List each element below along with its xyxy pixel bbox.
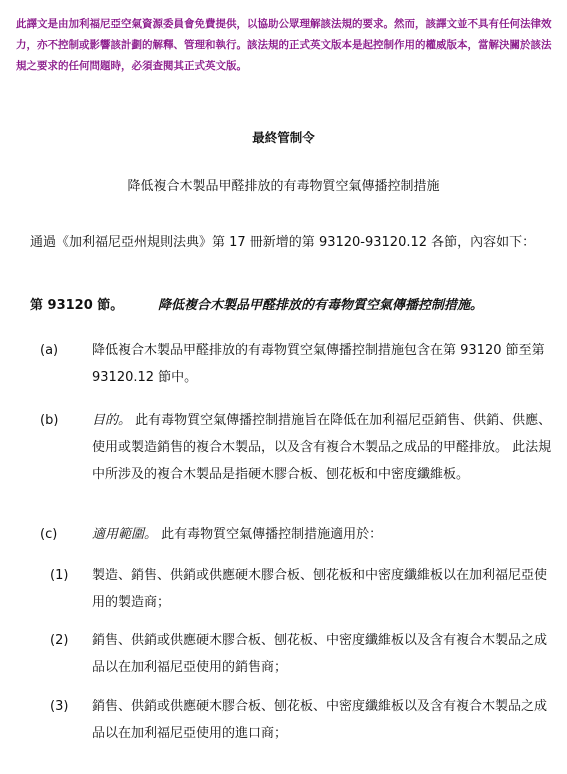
subclause-label: (2) bbox=[50, 633, 69, 648]
subclause-text: 銷售、供銷或供應硬木膠合板、刨花板、中密度纖維板以及含有複合木製品之成品以在加利福尼亞使用的銷售商； bbox=[92, 633, 548, 675]
subclause-text: 製造、銷售、供銷或供應硬木膠合板、刨花板和中密度纖維板以在加利福尼亞使用的製造商； bbox=[92, 568, 548, 610]
section-number: 第 93120 節。 bbox=[30, 298, 124, 313]
intro-paragraph: 通過《加利福尼亞州規則法典》第 17 冊新增的第 93120-93120.12 各節，內容如下： bbox=[30, 235, 536, 250]
clause-term: 目的。 bbox=[92, 413, 132, 428]
document-title: 最終管制令 bbox=[252, 130, 315, 145]
clause-body bbox=[92, 521, 552, 548]
clause-text: 此有毒物質空氣傳播控制措施旨在降低在加利福尼亞銷售、供銷、供應、使用或製造銷售的複合木製品，以及含有複合木製品之成品的甲醛排放。 此法規中所涉及的複合木製品是指硬木膠合板、刨花板和中密度纖維板。 bbox=[92, 413, 552, 482]
clause-label: (c) bbox=[40, 527, 58, 542]
section-name: 降低複合木製品甲醛排放的有毒物質空氣傳播控制措施。 bbox=[158, 298, 484, 313]
subclause-text: 銷售、供銷或供應硬木膠合板、刨花板、中密度纖維板以及含有複合木製品之成品以在加利福尼亞使用的進口商； bbox=[92, 699, 548, 741]
subclause-label: (1) bbox=[50, 568, 69, 583]
translation-disclaimer: 此譯文是由加利福尼亞空氣資源委員會免費提供，以協助公眾理解該法規的要求。然而，該譯文並不具有任何法律效力，亦不控制或影響該計劃的解釋、管理和執行。該法規的正式英文版本是起控制作用的權威版本，當解決關於該法規之要求的任何問題時，必須查閱其正式英文版。 bbox=[16, 18, 552, 72]
clause-label: (b) bbox=[40, 413, 59, 428]
clause-text: 降低複合木製品甲醛排放的有毒物質空氣傳播控制措施包含在第 93120 節至第 93120.12 節中。 bbox=[92, 343, 545, 385]
clause-label: (a) bbox=[40, 343, 59, 358]
clause-body bbox=[92, 407, 554, 488]
section-heading bbox=[30, 294, 483, 313]
subclause-label: (3) bbox=[50, 699, 69, 714]
clause-text: 此有毒物質空氣傳播控制措施適用於： bbox=[157, 527, 383, 542]
document-subtitle: 降低複合木製品甲醛排放的有毒物質空氣傳播控制措施 bbox=[127, 179, 440, 194]
clause-term: 適用範圍。 bbox=[92, 527, 158, 542]
clause-body bbox=[92, 337, 554, 391]
